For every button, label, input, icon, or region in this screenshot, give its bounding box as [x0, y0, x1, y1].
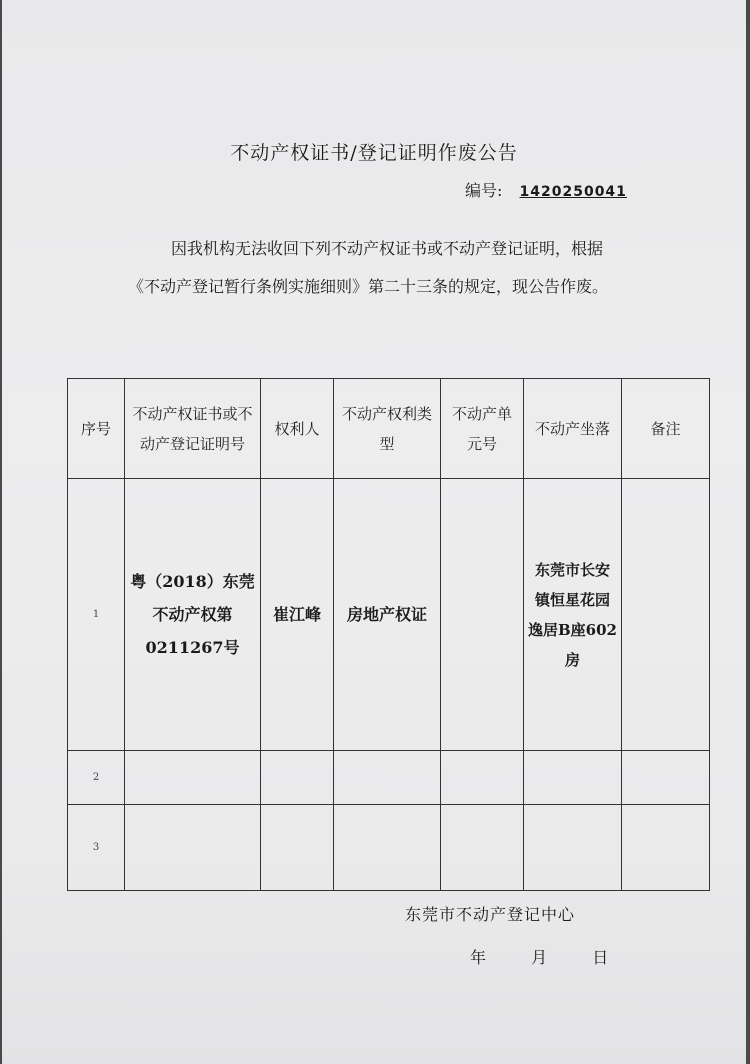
location-cell — [524, 751, 622, 805]
location-cell — [524, 805, 622, 891]
year-label: 年 — [470, 948, 487, 967]
header-cell-right-type: 不动产权利类型 — [334, 379, 441, 479]
table-header-row — [68, 379, 710, 479]
day-label: 日 — [592, 948, 609, 967]
remark-cell — [622, 805, 710, 891]
remark-cell — [622, 751, 710, 805]
right-type-cell — [334, 805, 441, 891]
unit-number-cell — [441, 805, 524, 891]
table-row — [68, 751, 710, 805]
header-cell-owner: 权利人 — [261, 379, 334, 479]
header-cell-unit-no: 不动产单元号 — [441, 379, 524, 479]
serial-line — [465, 178, 627, 201]
row-index: 3 — [68, 805, 125, 891]
remark-cell — [622, 479, 710, 751]
void-certificate-table — [67, 378, 710, 891]
notice-title: 不动产权证书/登记证明作废公告 — [230, 142, 518, 164]
date-line — [470, 945, 648, 968]
certificate-number-cell — [125, 805, 261, 891]
table-row — [68, 479, 710, 751]
header-cell-index: 序号 — [68, 379, 125, 479]
header-cell-location: 不动产坐落 — [524, 379, 622, 479]
notice-paragraph-line2: 《不动产登记暂行条例实施细则》第二十三条的规定，现公告作废。 — [128, 277, 609, 296]
certificate-number-cell: 粤（2018）东莞不动产权第0211267号 — [125, 479, 261, 751]
serial-label: 编号: — [465, 181, 503, 200]
notice-paragraph-line1: 因我机构无法收回下列不动产权证书或不动产登记证明，根据 — [171, 239, 604, 258]
right-type-cell: 房地产权证 — [334, 479, 441, 751]
owner-cell: 崔江峰 — [261, 479, 334, 751]
month-label: 月 — [531, 948, 548, 967]
certificate-number-cell — [125, 751, 261, 805]
owner-cell — [261, 751, 334, 805]
right-type-cell — [334, 751, 441, 805]
serial-number: 1420250041 — [519, 184, 627, 200]
unit-number-cell — [441, 479, 524, 751]
location-cell: 东莞市长安镇恒星花园逸居B座602房 — [524, 479, 622, 751]
owner-cell — [261, 805, 334, 891]
header-cell-remark: 备注 — [622, 379, 710, 479]
table-row — [68, 805, 710, 891]
notice-page — [2, 0, 746, 1064]
header-cell-certificate-no: 不动产权证书或不动产登记证明号 — [125, 379, 261, 479]
unit-number-cell — [441, 751, 524, 805]
issuer-name: 东莞市不动产登记中心 — [405, 905, 576, 924]
row-index: 1 — [68, 479, 125, 751]
row-index: 2 — [68, 751, 125, 805]
